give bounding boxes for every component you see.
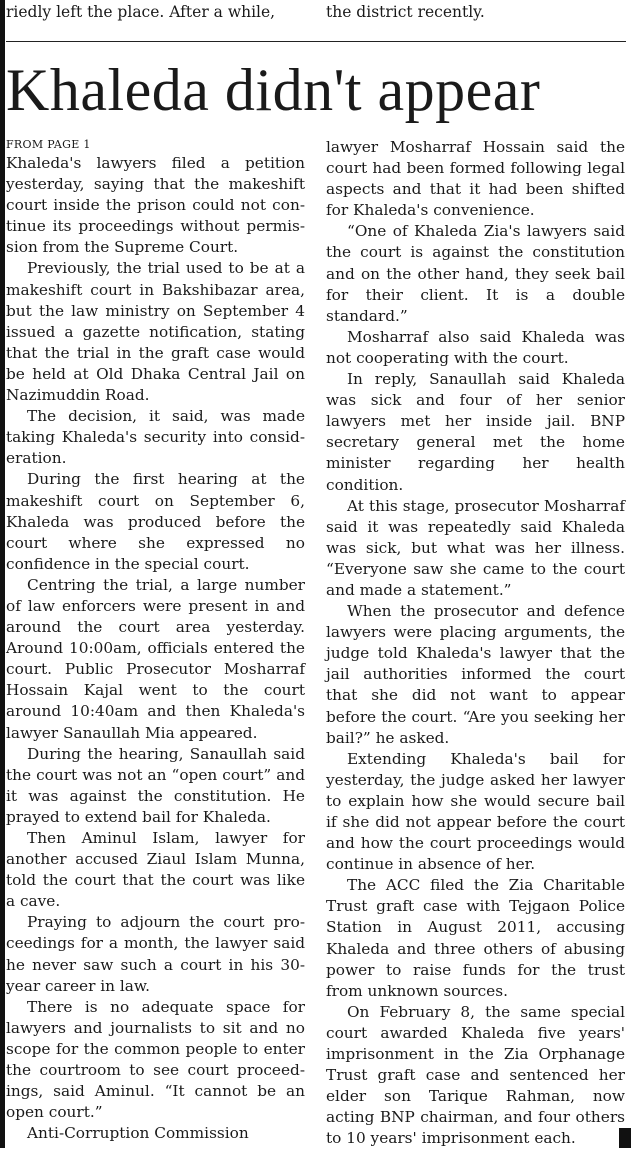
continuation-kicker: FROM PAGE 1 xyxy=(6,138,91,151)
paragraph: Previously, the trial used to be at a makeshift court in Bakshibazar area, but the law ministry on September 4 issued a gazette notification, stating that the trial in the graft case would be held at Old Dhaka Central Jail on Nazimuddin Road. xyxy=(6,259,305,405)
paragraph: At this stage, prosecutor Mosharraf said it was repeatedly said Khaleda was sick, but what was her illness. “Everyone saw she came to the court and made a statement.” xyxy=(326,496,625,599)
article-headline: Khaleda didn't appear xyxy=(6,57,541,123)
paragraph: In reply, Sanaullah said Khaleda was sick and four of her senior lawyers met her inside jail. BNP secretary general met the home minister regarding her health condition. xyxy=(326,370,625,494)
paragraph: Mosharraf also said Khaleda was not cooperating with the court. xyxy=(326,327,625,367)
previous-article-left-fragment: riedly left the place. After a while, xyxy=(6,3,276,21)
paragraph: During the hearing, Sanaullah said the court was not an “open court” and it was against the constitution. He prayed to extend bail for Khaleda. xyxy=(6,744,305,826)
paragraph: lawyer Mosharraf Hossain said the court had been formed following legal aspects and that it had been shifted for Khaleda's convenience. xyxy=(326,138,625,220)
paragraph-continued: Anti-Corruption Commission xyxy=(27,1124,249,1143)
section-divider xyxy=(6,41,626,42)
article-column-right xyxy=(326,137,625,1150)
paragraph: Praying to adjourn the court proceedings for a month, the lawyer said he never saw such a court in his 30-year career in law. xyxy=(6,913,305,995)
paragraph: During the first hearing at the makeshift court on September 6, Khaleda was produced before the court where she expressed no confidence in the special court. xyxy=(6,470,305,573)
paragraph: On February 8, the same special court awarded Khaleda five years' imprisonment in the Zia Orphanage Trust graft case and sentenced her elder son Tarique Rahman, now acting BNP chairman, and four others to 10 years' imprisonment each. xyxy=(326,1002,625,1148)
paragraph: Extending Khaleda's bail for yesterday, the judge asked her lawyer to explain how she would secure bail if she did not appear before the court and how the court proceedings would continue in absence of her. xyxy=(326,749,625,874)
paragraph: The ACC filed the Zia Charitable Trust graft case with Tejgaon Police Station in August 2011, accusing Khaleda and three others of abusing power to raise funds for the trust from unknown sources. xyxy=(326,876,625,1000)
paragraph: There is no adequate space for lawyers and journalists to sit and no scope for the common people to enter the courtroom to see court proceedings, said Aminul. “It cannot be an open court.” xyxy=(6,997,305,1122)
paragraph: Then Aminul Islam, lawyer for another accused Ziaul Islam Munna, told the court that the court was like a cave. xyxy=(6,829,305,911)
previous-article-right-fragment: the district recently. xyxy=(326,3,485,21)
paragraph: “One of Khaleda Zia's lawyers said the court is against the constitution and on the other hand, they seek bail for their client. It is a double standard.” xyxy=(326,222,625,325)
scan-edge-left xyxy=(0,0,5,1148)
paragraph: Khaleda's lawyers filed a petition yesterday, saying that the makeshift court inside the prison could not continue its proceedings without permission from the Supreme Court. xyxy=(6,154,305,257)
paragraph: When the prosecutor and defence lawyers were placing arguments, the judge told Khaleda's lawyer that the jail authorities informed the court that she did not want to appear before the court. “Are you seeking her bail?” he asked. xyxy=(326,602,625,747)
paragraph: The decision, it said, was made taking Khaleda's security into consideration. xyxy=(6,407,305,468)
paragraph: Centring the trial, a large number of law enforcers were present in and around the court area yesterday. Around 10:00am, officials entered the court. Public Prosecutor Mosharraf Hossain Kajal went to the court around 10:40am and then Khaleda's lawyer Sanaullah Mia appeared. xyxy=(6,575,305,742)
previous-article-strip xyxy=(6,0,626,26)
article-column-left xyxy=(6,137,305,1144)
